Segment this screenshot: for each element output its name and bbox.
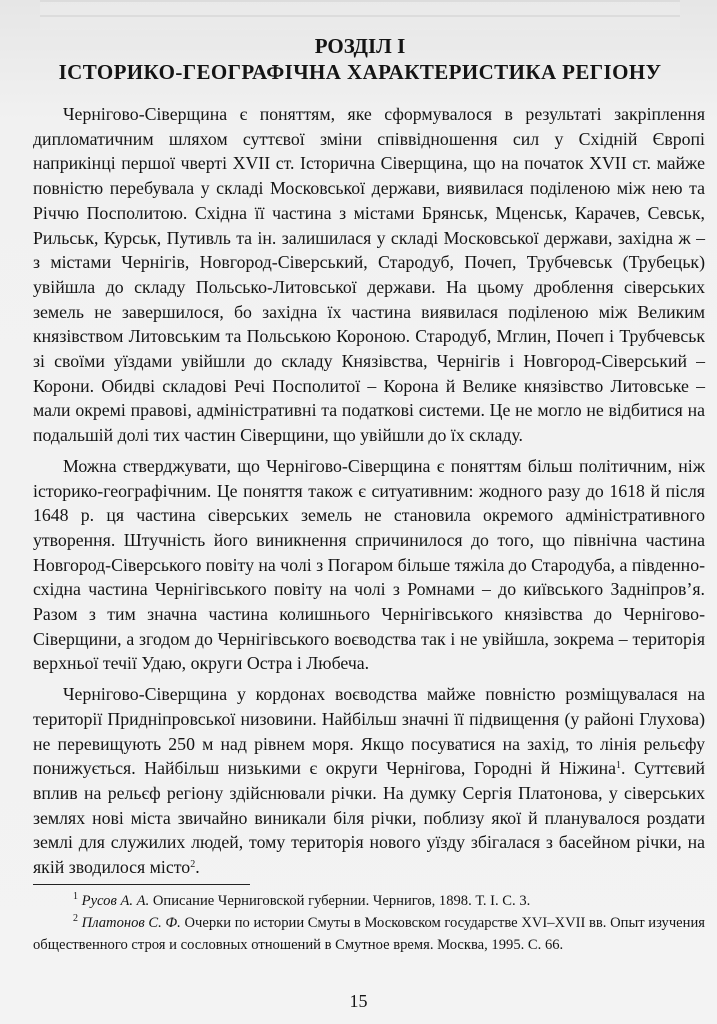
paragraph-3-part-1: Чернігово-Сіверщина у кордонах воєводства майже повністю розміщувалася на території Придніпровської низовини. Найбільш значні її підвищення (у районі Глухова) не перевищують 250 м над рівнем моря. Якщо посуватися на захід, то лінія рельєфу понижується. Найбільш низькими є округи Чернігова, Городні й Ніжина <box>33 684 705 779</box>
footnote-2-author: Платонов С. Ф. <box>81 915 181 931</box>
paragraph-1: Чернігово-Сіверщина є поняттям, яке сформувалося в результаті закріплення дипломатичним шляхом суттєвої зміни співвідношення сил у Східній Європі наприкінці першої чверті XVII ст. Історична Сіверщина, що на початок XVII ст. майже повністю перебувала у складі Московської держави, виявилася поділеною між нею та Річчю Посполитою. Східна її частина з містами Брянськ, Мценськ, Карачев, Севськ, Рильськ, Курськ, Путивль та ін. залишилася у складі Московської держави, західна ж – з містами Чернігів, Новгород-Сіверський, Стародуб, Почеп, Трубчевськ (Трубецьк) увійшла до складу Польсько-Литовської держави. На цьому дроблення сіверських земель не завершилося, бо західна їх частина виявилася поділеною між Великим князівством Литовським та Польською Короною. Стародуб, Мглин, Почеп і Трубчевськ зі своїми уїздами увійшли до складу Князівства, Чернігів і Новгород-Сіверський – Корони. Обидві складові Речі Посполитої – Корона й Велике князівство Литовське – мали окремі правові, адміністративні та податкові системи. Це не могло не відбитися на подальшій долі тих частин Сіверщини, що увійшли до їх складу. <box>33 104 705 446</box>
footnote-divider <box>33 884 250 885</box>
footnote-1-text: Описание Черниговской губернии. Чернигов, 1898. Т. I. С. 3. <box>149 893 531 909</box>
paragraph-3-part-2: . Суттєвий вплив на рельєф регіону здійснювали річки. На думку Сергія Платонова, у сіверських землях нові міста звичайно виникали біля річки, поблизу якої й планувалося роздати землі для служилих людей, тому територія нового уїзду збігалася з басейном річки, на якій зводилося місто <box>33 758 705 878</box>
paragraph-2: Можна стверджувати, що Чернігово-Сіверщина є поняттям більш політичним, ніж історико-географічним. Це поняття також є ситуативним: жодного разу до 1618 й після 1648 р. ця частина сіверських земель не становила окремого адміністративного утворення. Штучність його виникнення спричинилося до того, що північна частина Новгород-Сіверського повіту на чолі з Погаром більше тяжіла до Стародуба, а південно-східна частина Чернігівського повіту на чолі з Ромнами – до київського Задніпров’я. Разом з тим значна частина колишнього Чернігівського князівства до Чернігово-Сіверщини, а згодом до Чернігівського воєводства так і не увійшла, зокрема – територія верхньої течії Удаю, округи Остра і Любеча. <box>33 455 706 674</box>
footnotes <box>33 890 705 956</box>
footnote-2 <box>33 912 705 956</box>
paragraph-3 <box>33 682 705 880</box>
main-text <box>33 102 705 880</box>
paragraph-3-part-3: . <box>195 857 200 878</box>
chapter-number: РОЗДІЛ І <box>314 34 406 58</box>
footnote-1 <box>33 890 705 912</box>
footnote-ref-2[interactable]: 2 <box>190 859 196 871</box>
footnote-1-number: 1 <box>73 891 78 902</box>
chapter-title: ІСТОРИКО-ГЕОГРАФІЧНА ХАРАКТЕРИСТИКА РЕГІОНУ <box>58 60 662 84</box>
show-through-text <box>40 0 680 30</box>
footnote-2-number: 2 <box>73 913 78 924</box>
footnote-2-text: Очерки по истории Смуты в Московском государстве XVI–XVII вв. Опыт изучения общественного строя и сословных отношений в Смутное время. Москва, 1995. С. 66. <box>33 915 705 953</box>
footnote-ref-1[interactable]: 1 <box>616 760 622 772</box>
page-number: 15 <box>349 991 368 1011</box>
footnote-1-author: Русов А. А. <box>81 893 150 909</box>
